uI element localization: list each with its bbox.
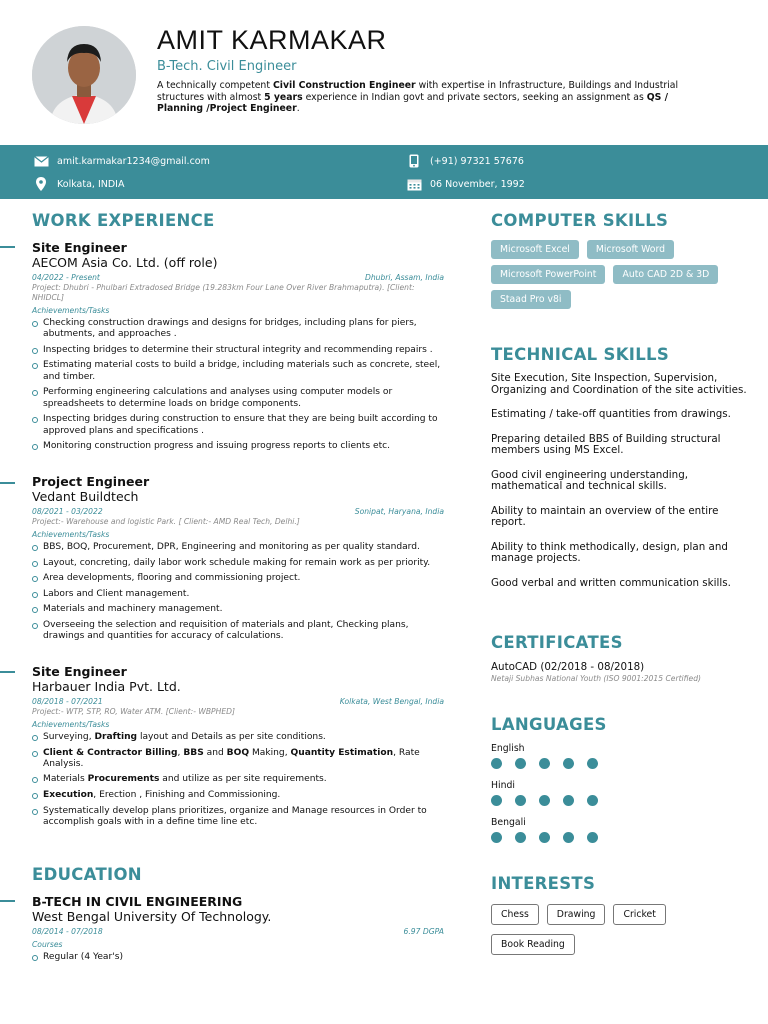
mail-icon [33,154,49,168]
text-run: experience in Indian govt and private sectors, seeking an assignment as [302,91,647,103]
education-grade: 6.97 DGPA [403,927,444,936]
project-description: Project: Dhubri - Phulbari Extradosed Bridge (19.283km Four Lane Over River Brahmaputra). [Client: NHIDCL] [32,283,415,302]
text-run: Labors and Client management. [43,588,190,599]
certificate-issuer: Netaji Subhas National Youth (ISO 9001:2015 Certified) [491,674,702,683]
location-pin-icon [33,177,49,191]
work-experience-heading: WORK EXPERIENCE [32,211,215,230]
degree: B-TECH IN CIVIL ENGINEERING [32,894,243,909]
technical-skill: Good civil engineering understanding, mathematical and technical skills. [491,468,689,492]
education-heading: EDUCATION [32,865,142,884]
courses-label: Courses [32,940,63,949]
text-run: Materials [43,774,88,785]
skill-tag: Microsoft Excel [491,240,579,259]
text-run: with expertise in Infrastructure, Buildings and Industrial structures with almost [157,80,679,103]
section-marker [0,482,15,484]
skill-tag: Microsoft PowerPoint [491,265,605,284]
list-item [32,345,444,356]
list-item [32,542,444,553]
job-dates: 08/2018 - 07/2021 [32,697,103,706]
text-run: Inspecting bridges during construction to ensure that they are being built according to approved plans and specifications . [43,414,438,436]
contact-email[interactable] [33,154,210,168]
text-run: Systematically develop plans prioritizes, organize and Manage resources in Order to accomplish goals with in a define time line etc. [43,805,427,827]
section-marker [0,671,15,673]
technical-skill: Estimating / take-off quantities from drawings. [491,408,731,420]
text-run: Layout, concreting, daily labor work schedule making for remain work as per priority. [43,557,431,568]
language-entry [491,743,751,769]
interest-chip: Chess [491,904,539,925]
text-run: Estimating material costs to build a bridge, including materials such as concrete, steel, and timber. [43,360,441,382]
job-location: Kolkata, West Bengal, India [339,697,444,706]
project-description: Project:- WTP, STP, RO, Water ATM. [Client:- WBPHED] [32,707,235,716]
job-title: Site Engineer [32,664,127,679]
education-entry [32,894,444,968]
text-run: Performing engineering calculations and analyses using computer models or spreadsheets to determine loads on bridge components. [43,387,393,409]
text-run: Inspecting bridges to determine their structural integrity and recommending repairs . [43,344,433,355]
list-item [32,604,444,615]
bold-text: QS / Planning /Project Engineer [157,91,668,115]
bold-text: Execution [43,790,94,801]
job-location: Sonipat, Haryana, India [354,507,444,516]
level-dot [563,832,574,843]
language-level [491,758,751,769]
contact-dob [406,177,525,191]
job-title: Project Engineer [32,474,150,489]
phone-icon [406,154,422,168]
text-run: Making, [249,747,291,758]
technical-skill: Ability to maintain an overview of the entire report. [491,504,719,528]
text-run: Area developments, flooring and commissioning project. [43,573,301,584]
achievements-label: Achievements/Tasks [32,306,110,315]
technical-skills-heading: TECHNICAL SKILLS [491,345,670,364]
list-item [32,620,444,643]
technical-skills-list [491,373,751,602]
bold-text: 5 years [264,91,303,103]
contact-bar [0,145,768,199]
list-item [32,573,444,584]
job-meta [32,273,444,283]
job-entry [32,664,444,833]
text-run: Checking construction drawings and designs for bridges, including plans for piers, abutments, and approaches . [43,318,417,340]
text-run: Monitoring construction progress and issuing progress reports to clients etc. [43,441,391,452]
technical-skill: Good verbal and written communication skills. [491,576,731,589]
list-item [32,589,444,600]
candidate-role: B-Tech. Civil Engineer [157,59,297,74]
skill-tag: Auto CAD 2D & 3D [613,265,718,284]
list-item [32,318,444,341]
profile-photo [32,26,136,124]
interest-chip: Drawing [547,904,606,925]
text-run: A technically competent [157,80,273,91]
certificate-entry [491,661,751,684]
text-run: BBS, BOQ, Procurement, DPR, Engineering and monitoring as per quality standard. [43,542,420,552]
languages-heading: LANGUAGES [491,715,607,734]
education-meta [32,927,444,937]
achievements-label: Achievements/Tasks [32,720,110,729]
text-run: . [296,103,300,115]
courses-list [32,952,444,963]
job-entry [32,474,444,647]
level-dot [563,758,574,769]
text-run: layout and Details as per site conditions. [137,732,326,742]
text-run: , [177,747,184,758]
school: West Bengal University Of Technology. [32,909,272,924]
computer-skills-tags [491,240,751,309]
language-level [491,832,751,843]
calendar-icon [406,177,422,191]
language-name: Bengali [491,817,526,828]
list-item [32,441,444,452]
job-meta [32,507,444,517]
text-run: and [203,747,227,758]
profile-summary [157,80,717,115]
job-dates: 04/2022 - Present [32,273,100,282]
level-dot [491,832,502,843]
list-item [32,790,444,801]
job-dates: 08/2021 - 03/2022 [32,507,103,516]
interests-heading: INTERESTS [491,874,596,893]
level-dot [539,758,550,769]
technical-skill: Ability to think methodically, design, plan and manage projects. [491,540,728,564]
task-list [32,542,444,643]
education-dates: 08/2014 - 07/2018 [32,927,103,936]
dob-text: 06 November, 1992 [430,178,525,190]
skill-tag: Staad Pro v8i [491,290,571,309]
language-name: Hindi [491,780,515,791]
list-item: Regular (4 Year's) [32,952,444,963]
resume-header [0,0,768,145]
language-entry [491,817,751,843]
text-run: , Erection , Finishing and Commissioning. [93,790,281,801]
level-dot [587,795,598,806]
level-dot [515,832,526,843]
list-item [32,748,444,771]
email-text: amit.karmakar1234@gmail.com [57,155,210,167]
text-run: Materials and machinery management. [43,604,223,615]
job-meta [32,697,444,707]
location-text: Kolkata, INDIA [57,178,125,190]
section-marker [0,246,15,248]
job-title: Site Engineer [32,240,127,255]
list-item [32,806,444,829]
text-run: Overseeing the selection and requisition of materials and plant, Checking plans, drawings and quantities for accuracy of calculations. [43,619,409,642]
project-description: Project:- Warehouse and logistic Park. [ Client:- AMD Real Tech, Delhi.] [32,517,300,526]
language-name: English [491,743,525,754]
language-level [491,795,751,806]
job-location: Dhubri, Assam, India [365,273,444,282]
bold-text: BOQ [226,747,250,758]
certificate-name: AutoCAD (02/2018 - 08/2018) [491,661,645,673]
candidate-name: AMIT KARMAKAR [157,25,387,55]
bold-text: Procurements [87,774,160,785]
technical-skill: Preparing detailed BBS of Building structural members using MS Excel. [491,432,721,456]
interest-chip: Cricket [613,904,665,925]
bold-text: Drafting [94,732,138,742]
company-name: Vedant Buildtech [32,489,139,504]
list-item [32,387,444,410]
level-dot [515,795,526,806]
skill-tag: Microsoft Word [587,240,674,259]
computer-skills-heading: COMPUTER SKILLS [491,211,669,230]
level-dot [587,758,598,769]
task-list [32,732,444,828]
contact-location [33,177,124,191]
level-dot [539,832,550,843]
bold-text: Client & Contractor Billing [43,747,178,758]
bold-text: BBS [183,747,204,758]
task-list [32,318,444,452]
level-dot [587,832,598,843]
phone-text: (+91) 97321 57676 [430,155,524,167]
interest-chip: Book Reading [491,934,575,955]
achievements-label: Achievements/Tasks [32,530,110,539]
interests-list [491,904,721,955]
list-item [32,732,444,743]
certificates-heading: CERTIFICATES [491,633,623,652]
list-item [32,774,444,785]
language-entry [491,780,751,806]
level-dot [491,795,502,806]
level-dot [491,758,502,769]
bold-text: Quantity Estimation [290,747,394,758]
section-marker [0,900,15,902]
level-dot [515,758,526,769]
list-item [32,360,444,383]
company-name: Harbauer India Pvt. Ltd. [32,679,181,694]
text-run: , Rate Analysis. [43,747,420,769]
technical-skill: Site Execution, Site Inspection, Supervision, Organizing and Coordination of the site activities. [491,372,747,396]
list-item [32,558,444,569]
company-name: AECOM Asia Co. Ltd. (off role) [32,255,218,270]
job-entry [32,240,444,457]
level-dot [539,795,550,806]
text-run: Surveying, [43,732,95,742]
bold-text: Civil Construction Engineer [272,80,416,91]
level-dot [563,795,574,806]
contact-phone[interactable] [406,154,524,168]
text-run: and utilize as per site requirements. [159,774,327,785]
list-item [32,414,444,437]
